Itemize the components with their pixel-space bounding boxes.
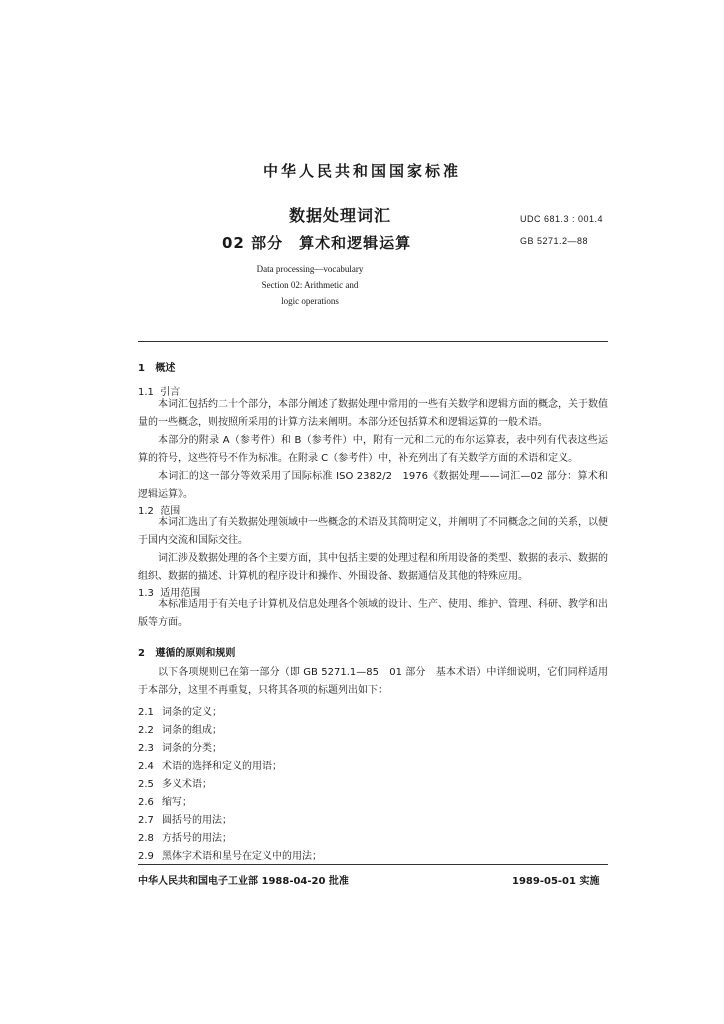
paragraph-1-2-scope: 本词汇选出了有关数据处理领域中一些概念的术语及其简明定义，并阐明了不同概念之间的关系，以便于国内交流和国际交往。	[138, 517, 608, 546]
section-title: 适用范围	[160, 588, 201, 599]
item-number: 2.7	[138, 815, 154, 826]
section-number: 2	[138, 648, 145, 659]
doc-title-line1: 数据处理词汇	[288, 206, 391, 225]
section-number: 1.2	[138, 506, 154, 517]
item-number: 2.5	[138, 779, 154, 790]
paragraph-1-1-intro: 本词汇包括约二十个部分，本部分阐述了数据处理中常用的一些有关数学和逻辑方面的概念，关于数值量的一些概念，则按照所采用的计算方法来阐明。本部分还包括算术和逻辑运算的一般术语。	[138, 399, 608, 428]
section-title: 引言	[160, 387, 181, 398]
list-item	[138, 703, 222, 718]
list-item	[138, 793, 192, 808]
effective-date: 1989-05-01 实施	[512, 876, 600, 887]
item-number: 2.1	[138, 707, 154, 718]
paragraph-2-rules: 以下各项规则已在第一部分（即 GB 5271.1—85 01 部分 基本术语）中详细说明，它们同样适用于本部分，这里不再重复，只将其各项的标题列出如下：	[138, 667, 608, 696]
list-item	[138, 721, 222, 736]
paragraph-1-1-annex: 本部分的附录 A（参考件）和 B（参考件）中，附有一元和二元的布尔运算表，表中列有代表这些运算的符号，这些符号不作为标准。在附录 C（参考件）中，补充列出了有关数学方面的术语和定义。	[138, 435, 608, 464]
list-item	[138, 775, 212, 790]
english-title-line1: Data processing—vocabulary	[256, 264, 364, 274]
item-number: 2.9	[138, 851, 154, 862]
item-number: 2.2	[138, 725, 154, 736]
paragraph-1-3-applicability: 本标准适用于有关电子计算机及信息处理各个领域的设计、生产、使用、维护、管理、科研、教学和出版等方面。	[138, 599, 608, 628]
paragraph-1-2-coverage: 词汇涉及数据处理的各个主要方面，其中包括主要的处理过程和所用设备的类型、数据的表示、数据的组织、数据的描述、计算机的程序设计和操作、外围设备、数据通信及其他的特殊应用。	[138, 553, 608, 582]
item-text: 术语的选择和定义的用语；	[162, 761, 282, 772]
item-text: 黑体字术语和星号在定义中的用法；	[162, 851, 322, 862]
standard-header: 中华人民共和国国家标准	[262, 162, 461, 180]
item-text: 方括号的用法；	[162, 833, 232, 844]
item-number: 2.4	[138, 761, 154, 772]
paragraph-1-1-iso: 本词汇的这一部分等效采用了国际标准 ISO 2382/2 1976《数据处理——词汇—02 部分：算术和逻辑运算》。	[138, 471, 608, 500]
list-item	[138, 829, 232, 844]
header-divider	[138, 341, 608, 342]
list-item	[138, 847, 322, 862]
item-text: 圆括号的用法；	[162, 815, 232, 826]
list-item	[138, 757, 282, 772]
approval-note: 中华人民共和国电子工业部 1988-04-20 批准	[138, 876, 349, 887]
section-title: 范围	[160, 506, 181, 517]
list-item	[138, 811, 232, 826]
doc-title-line2: 02 部分 算术和逻辑运算	[222, 234, 412, 252]
item-text: 词条的分类；	[162, 743, 222, 754]
udc-code: UDC 681.3 : 001.4	[520, 214, 604, 224]
item-number: 2.6	[138, 797, 154, 808]
item-text: 词条的组成；	[162, 725, 222, 736]
gb-code: GB 5271.2—88	[520, 236, 589, 246]
english-title-line3: logic operations	[281, 296, 339, 306]
item-text: 多义术语；	[162, 779, 212, 790]
list-item	[138, 739, 222, 754]
item-number: 2.8	[138, 833, 154, 844]
footer-divider	[138, 864, 608, 865]
section-1-heading	[138, 359, 175, 374]
section-number: 1.3	[138, 588, 154, 599]
section-title: 概述	[155, 363, 176, 374]
section-number: 1	[138, 363, 145, 374]
section-number: 1.1	[138, 387, 154, 398]
english-title-line2: Section 02: Arithmetic and	[261, 280, 359, 290]
item-text: 词条的定义；	[162, 707, 222, 718]
section-2-heading	[138, 644, 235, 659]
item-text: 缩写；	[162, 797, 192, 808]
item-number: 2.3	[138, 743, 154, 754]
section-title: 遵循的原则和规则	[155, 648, 236, 659]
